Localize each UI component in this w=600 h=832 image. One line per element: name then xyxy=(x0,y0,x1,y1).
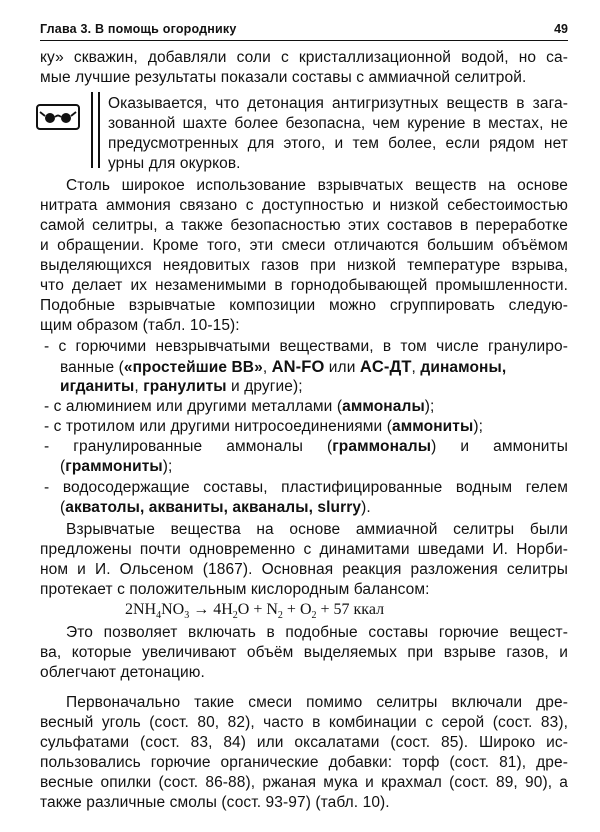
text-span: , xyxy=(262,359,272,376)
formula-part: + O xyxy=(282,601,312,618)
text-span: и другие); xyxy=(226,378,303,395)
term-ammonity: аммониты xyxy=(391,418,474,435)
formula-sub: 2 xyxy=(277,610,283,622)
text-line: Это позволяет включать в подобные составы горючие вещест- xyxy=(66,624,568,641)
text-line: облегчают детонацию. xyxy=(40,664,205,681)
list-item: - водосодержащие составы, пластифицированные водным гелем xyxy=(44,479,568,496)
term-granulity: гранулиты xyxy=(143,378,227,395)
text-span: , xyxy=(411,359,421,376)
text-line: также различные смолы (сост. 93-97) (табл. 10). xyxy=(40,794,390,811)
text-line: Взрывчатые вещества на основе аммиачной селитры были xyxy=(66,521,568,538)
chapter-title: Глава 3. В помощь огороднику xyxy=(40,22,237,36)
formula-sub: 4 xyxy=(156,610,162,622)
term-grammonaly: граммоналы xyxy=(332,438,432,455)
term-igdanity: игданиты xyxy=(60,378,135,395)
term-dynamony: динамоны, xyxy=(420,359,507,376)
text-span: ванные ( xyxy=(60,359,124,376)
text-line: Столь широкое использование взрывчатых веществ на основе xyxy=(66,177,568,194)
formula-sub: 3 xyxy=(184,610,190,622)
text-line: выделяющихся неядовитых газов при низкой температуре взрыва, xyxy=(40,257,568,274)
text-span: ). xyxy=(361,499,371,516)
formula-sub: 2 xyxy=(311,610,317,622)
text-span: , xyxy=(134,378,144,395)
text-line: ку» скважин, добавляли соли с кристаллизационной водой, но са- xyxy=(40,49,568,66)
text-span: - с тротилом или другими нитросоединениями ( xyxy=(44,418,392,435)
text-line: нитрата аммония связано с доступностью и низкой себестоимостью xyxy=(40,197,568,214)
glasses-icon xyxy=(36,104,80,130)
text-span: ); xyxy=(162,458,173,475)
term-bb: «простейшие ВВ» xyxy=(123,359,263,376)
text-line: мые лучшие результаты показали составы с аммиачной селитрой. xyxy=(40,69,527,86)
term-akvatoly: акватолы, акваниты, акваналы, slurry xyxy=(65,499,362,516)
note-line: предусмотренных для этого, и тем более, если рядом нет xyxy=(108,135,568,152)
term-acdt: AC-ДТ xyxy=(359,358,412,376)
formula-part: + 57 ккал xyxy=(316,601,385,618)
arrow-icon: → xyxy=(193,601,210,618)
text-line: что делает их незаменимыми в горнодобывающей промышленности. xyxy=(40,277,568,294)
list-item xyxy=(44,397,568,417)
formula-part: 2NH xyxy=(125,601,157,618)
text-span: - гранулированные аммоналы ( xyxy=(44,438,333,455)
note-line: урны для окурков. xyxy=(108,155,241,172)
text-span: ( xyxy=(60,499,66,516)
text-span: - с алюминием или другими металлами ( xyxy=(44,398,343,415)
formula-part: NO xyxy=(161,601,185,618)
text-line: щим образом (табл. 10-15): xyxy=(40,317,240,334)
formula-part: 4H xyxy=(213,601,233,618)
formula-part: O + N xyxy=(237,601,278,618)
formula-sub: 2 xyxy=(232,610,238,622)
list-item-cont xyxy=(60,457,568,477)
text-line: пользовались горючие органические добавки: торф (сост. 81), дре- xyxy=(40,754,568,771)
list-item: - с горючими невзрывчатыми веществами, в том числе гранулиро- xyxy=(44,338,568,355)
note-line: зованной шахте более безопасна, чем курение в местах, не xyxy=(108,115,568,132)
text-line: самой селитры, а также безопасностью этих составов в переработке xyxy=(40,217,568,234)
text-span: ) и аммониты xyxy=(431,438,568,455)
text-line: и обращении. Кроме того, эти смеси отличаются большим объёмом xyxy=(40,237,568,254)
text-span: ); xyxy=(473,418,483,435)
text-line: Первоначально такие смеси помимо селитры включали дре- xyxy=(66,694,568,711)
term-anfo: AN-FO xyxy=(271,358,325,376)
text-line: весный уголь (сост. 80, 82), часто в комбинации с серой (сост. 83), xyxy=(40,714,568,731)
text-line: ва, которые увеличивают объём выделяемых при взрыве газов, и xyxy=(40,644,568,661)
term-grammonity: граммониты xyxy=(65,458,163,475)
reaction-equation xyxy=(125,600,384,620)
text-line: предложены почти одновременно с динамитами шведами И. Норби- xyxy=(40,541,568,558)
text-span: или xyxy=(324,359,360,376)
note-bar xyxy=(91,92,100,168)
text-line: протекает с положительным кислородным балансом: xyxy=(40,581,430,598)
list-item-cont xyxy=(60,498,568,518)
list-item xyxy=(44,437,568,457)
text-line: сульфатами (сост. 83, 84) или оксалатами (сост. 85). Широко ис- xyxy=(40,734,568,751)
page-number: 49 xyxy=(554,22,568,36)
note-line: Оказывается, что детонация антигризутных веществ в зага- xyxy=(108,95,568,112)
running-head xyxy=(40,22,568,41)
text-line: Подобные взрывчатые композиции можно сгруппировать следую- xyxy=(40,297,568,314)
text-line: весные опилки (сост. 86-88), ржаная мука и крахмал (сост. 89, 90), а xyxy=(40,774,568,791)
text-span: ( xyxy=(60,458,66,475)
text-line: ном и И. Ольсеном (1867). Основная реакция разложения селитры xyxy=(40,561,568,578)
list-item-cont xyxy=(60,357,568,378)
term-ammonaly: аммоналы xyxy=(342,398,425,415)
list-item xyxy=(44,417,568,437)
list-item-cont xyxy=(60,377,568,397)
text-span: ); xyxy=(424,398,435,415)
